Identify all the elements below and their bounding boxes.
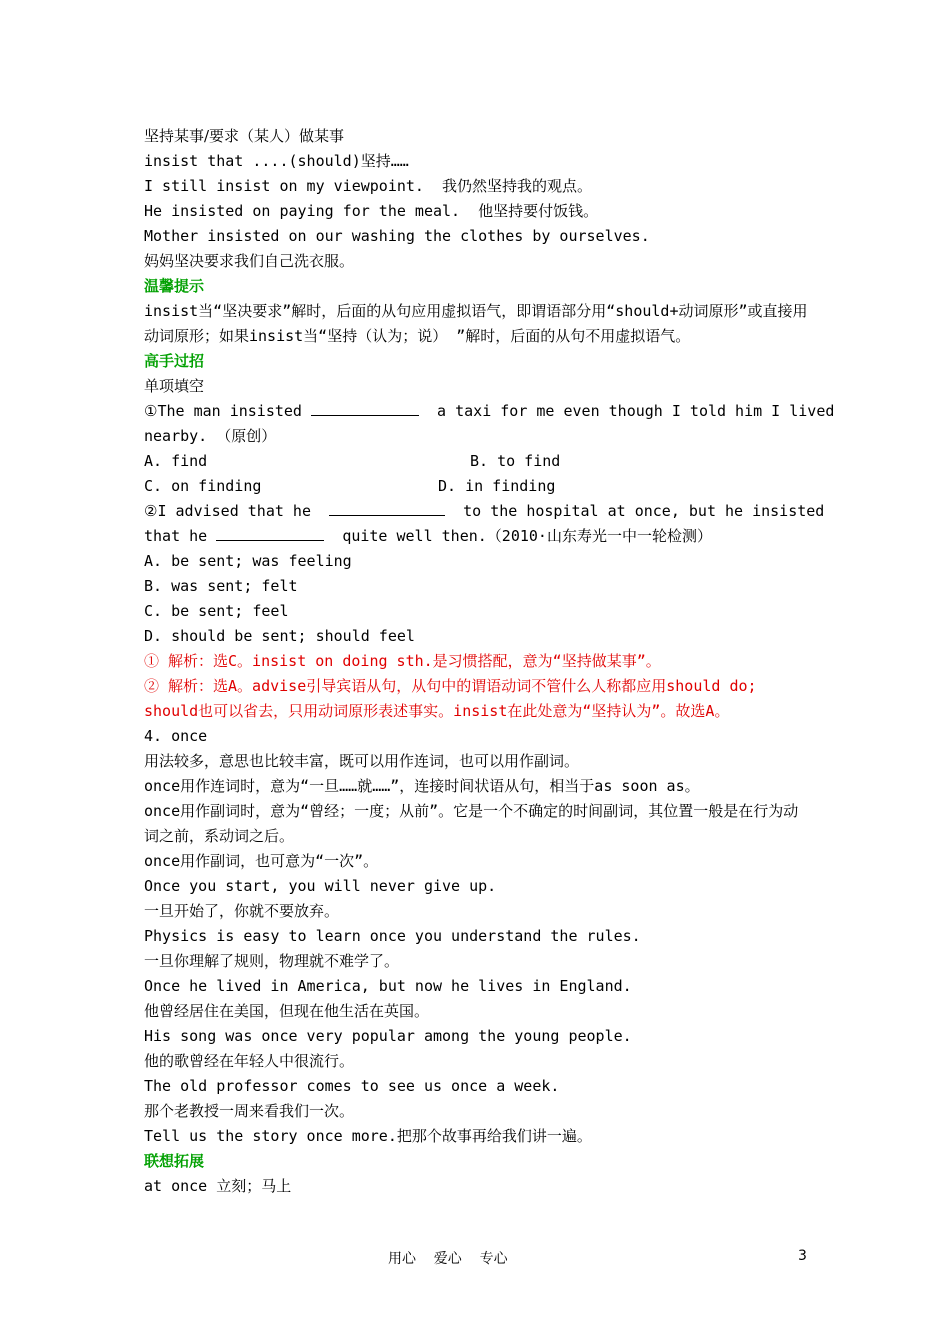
option-d[interactable]: D. in finding xyxy=(438,477,556,495)
translation: 他的歌曾经在年轻人中很流行。 xyxy=(144,1052,355,1070)
text-line: 用法较多，意思也比较丰富，既可以用作连词，也可以用作副词。 xyxy=(144,752,580,770)
text-line: 坚持某事/要求（某人）做某事 xyxy=(144,127,345,145)
text-line: once用作连词时，意为“一旦……就……”，连接时间状语从句，相当于as soon as。 xyxy=(144,777,700,795)
example-sentence: I still insist on my viewpoint. 我仍然坚持我的观点。 xyxy=(144,177,593,195)
page-number: 3 xyxy=(798,1248,807,1264)
question-1-cont: nearby. （原创） xyxy=(144,427,277,445)
option-d[interactable]: D. should be sent; should feel xyxy=(144,627,415,645)
example-sentence: Tell us the story once more.把那个故事再给我们讲一遍。 xyxy=(144,1127,592,1145)
answer-explanation-2: ② 解析：选A。advise引导宾语从句，从句中的谓语动词不管什么人称都应用should do; should也可以省去，只用动词原形表述事实。insist在此处意为“坚持认为”。故选A。 xyxy=(144,677,757,720)
translation: 一旦开始了，你就不要放弃。 xyxy=(144,902,340,920)
example-sentence: Physics is easy to learn once you understand the rules. xyxy=(144,927,641,945)
answer-blank[interactable] xyxy=(311,399,419,416)
section-heading-tip: 温馨提示 xyxy=(144,277,205,295)
section-heading-extension: 联想拓展 xyxy=(144,1152,205,1170)
translation: 妈妈坚决要求我们自己洗衣服。 xyxy=(144,252,355,270)
option-b[interactable]: B. was sent; felt xyxy=(144,577,298,595)
text-line: at once 立刻；马上 xyxy=(144,1177,292,1195)
document-body xyxy=(144,124,835,1199)
question-1: ①The man insisted a taxi for me even though I told him I lived xyxy=(144,399,808,424)
question-2: ②I advised that he to the hospital at once, but he insisted xyxy=(144,499,808,524)
option-b[interactable]: B. to find xyxy=(470,452,561,470)
question-1-options xyxy=(144,449,808,474)
answer-blank[interactable] xyxy=(216,524,324,541)
example-sentence: His song was once very popular among the young people. xyxy=(144,1027,632,1045)
translation: 他曾经居住在美国，但现在他生活在英国。 xyxy=(144,1002,430,1020)
translation: 那个老教授一周来看我们一次。 xyxy=(144,1102,355,1120)
section-heading-exercise: 高手过招 xyxy=(144,352,205,370)
translation: 一旦你理解了规则，物理就不难学了。 xyxy=(144,952,400,970)
question-1-options xyxy=(144,474,808,499)
option-c[interactable]: C. on finding xyxy=(144,477,262,495)
question-2-cont: that he quite well then.（2010·山东寿光一中一轮检测） xyxy=(144,524,808,549)
option-a[interactable]: A. find xyxy=(144,452,208,470)
text-paragraph: once用作副词时，意为“曾经；一度；从前”。它是一个不确定的时间副词，其位置一般是在行为动词之前，系动词之后。 xyxy=(144,802,799,845)
text-line: insist that ....(should)坚持…… xyxy=(144,152,409,170)
footer-motto: 用心 爱心 专心 xyxy=(388,1251,508,1267)
tip-paragraph: insist当“坚决要求”解时，后面的从句应用虚拟语气，即谓语部分用“should+动词原形”或直接用动词原形；如果insist当“坚持（认为；说） ”解时，后面的从句不用虚拟语气。 xyxy=(144,302,808,345)
word-heading: 4. once xyxy=(144,727,208,745)
text-line: once用作副词，也可意为“一次”。 xyxy=(144,852,379,870)
answer-blank[interactable] xyxy=(329,499,445,516)
exercise-type: 单项填空 xyxy=(144,377,205,395)
answer-explanation-1: ① 解析：选C。insist on doing sth.是习惯搭配，意为“坚持做某事”。 xyxy=(144,652,661,670)
example-sentence: Mother insisted on our washing the clothes by ourselves. xyxy=(144,227,650,245)
example-sentence: Once he lived in America, but now he lives in England. xyxy=(144,977,632,995)
option-a[interactable]: A. be sent; was feeling xyxy=(144,552,352,570)
option-c[interactable]: C. be sent; feel xyxy=(144,602,289,620)
example-sentence: Once you start, you will never give up. xyxy=(144,877,497,895)
example-sentence: The old professor comes to see us once a week. xyxy=(144,1077,560,1095)
example-sentence: He insisted on paying for the meal. 他坚持要付饭钱。 xyxy=(144,202,599,220)
